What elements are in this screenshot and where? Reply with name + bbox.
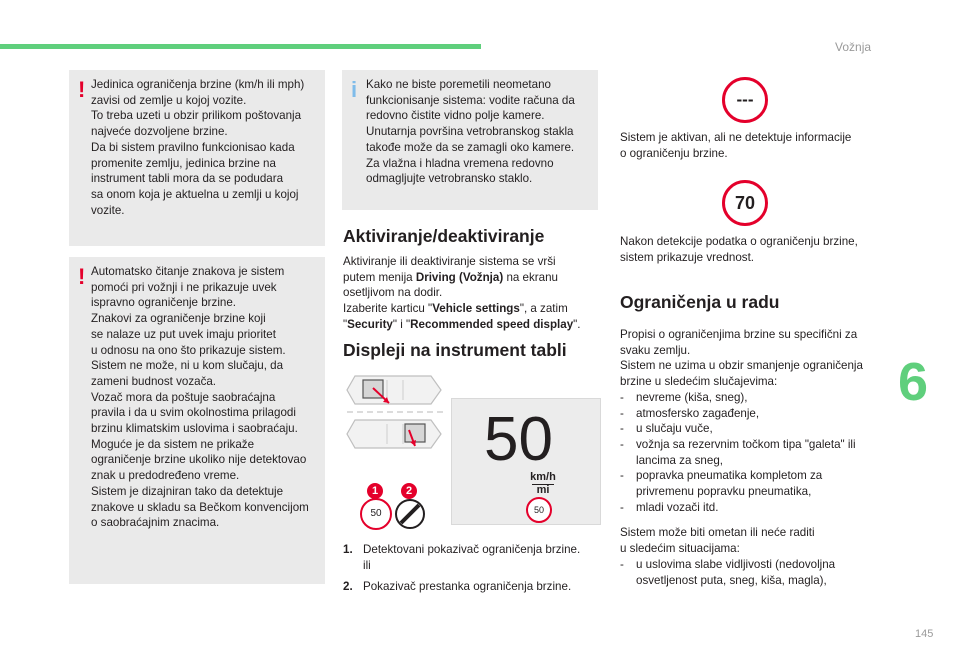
section-title: Vožnja <box>835 40 872 54</box>
text-line: sistem prikazuje vrednost. <box>620 250 755 264</box>
text-line: u sledećim situacijama: <box>620 542 740 556</box>
camera-icon <box>405 424 425 442</box>
text-line: pravila i da u svim okolnostima prilagodi <box>91 406 296 420</box>
text-line: o ograničenju brzine. <box>620 146 728 160</box>
limits-list <box>620 390 882 516</box>
list-item: - atmosfersko zagađenje, <box>620 406 882 422</box>
conditions-list <box>620 557 882 588</box>
text-line: se nalaze uz put uvek imaju prioritet <box>91 327 276 341</box>
text-line: znakove u skladu sa Bečkom konvencijom <box>91 500 309 514</box>
text-line: instrument tabli mora da se podudara <box>91 172 284 186</box>
text-line: Moguće je da sistem ne prikaže <box>91 437 255 451</box>
text-line: zavisi od zemlje u kojoj vozite. <box>91 93 247 107</box>
text-line: Automatsko čitanje znakova je sistem <box>91 265 285 278</box>
text-line: u odnosu na ono što prikazuje sistem. <box>91 343 286 357</box>
text-line: Znakovi za ograničenje brzine koji <box>91 312 266 326</box>
list-item: 1. Detektovani pokazivač ograničenja brzine. ili <box>343 543 581 572</box>
text-line: Unutarnja površina vetrobranskog stakla <box>366 125 574 139</box>
activation-text <box>343 254 605 333</box>
unit-mi: mi <box>536 484 550 496</box>
text-line: Sistem je dizajniran tako da detektuje <box>91 484 284 498</box>
text-line: takođe može da se zamagli oko kamere. <box>366 140 575 154</box>
text-line: Sistem može biti ometan ili neće raditi <box>620 526 815 540</box>
display-items-list <box>343 542 605 601</box>
text-line: o saobraćajnim znacima. <box>91 516 220 530</box>
cluster-display <box>451 398 601 525</box>
callout-2: 2 <box>401 483 417 499</box>
text-line: Za vlažna i hladna vremena redovno <box>366 156 554 170</box>
text-line: najveće dozvoljene brzine. <box>91 125 228 139</box>
text-line: sa onom koja je aktuelna u zemlji u kojoj <box>91 187 299 201</box>
sign-70-text <box>620 234 880 265</box>
text-line: ograničenje brzine ukoliko nije detektovao <box>91 453 307 467</box>
list-item: - mladi vozači itd. <box>620 500 882 516</box>
text-line: ispravno ograničenje brzine. <box>91 296 237 310</box>
text-line: Nakon detekcije podatka o ograničenju brzine, <box>620 235 858 248</box>
activation-heading: Aktiviranje/deaktiviranje <box>343 226 545 246</box>
text-line: znak u predodređeno vreme. <box>91 469 240 483</box>
text-line: Vozač mora da poštuje saobraćajna <box>91 390 276 404</box>
text-line: Kako ne biste poremetili neometano <box>366 78 551 91</box>
speed-limit-sign-cluster: 50 <box>526 497 552 523</box>
page-number: 145 <box>915 628 934 640</box>
text-line: Da bi sistem pravilno funkcionisao kada <box>91 140 295 154</box>
big-speed-value: 50 <box>484 405 553 474</box>
list-item: - vožnja sa rezervnim točkom tipa "galeta" ili lancima za sneg, <box>620 437 882 468</box>
callout-1: 1 <box>367 483 383 499</box>
no-limit-icon <box>394 498 426 530</box>
text-line: Sistem je aktivan, ali ne detektuje informacije <box>620 131 852 144</box>
text-line: Izaberite karticu "Vehicle settings", a zatim <box>343 302 568 316</box>
text-line: zameni budnost vozača. <box>91 374 217 388</box>
displays-heading: Displeji na instrument tabli <box>343 340 567 360</box>
text-line: redovno čistite vidno polje kamere. <box>366 109 545 123</box>
text-line: putem menija Driving (Vožnja) na ekranu <box>343 270 559 284</box>
text-line: pomoći pri vožnji i ne prikazuje uvek <box>91 280 277 294</box>
camera-illustration <box>345 372 445 464</box>
chapter-number: 6 <box>898 352 929 412</box>
warning-box-units <box>69 70 325 246</box>
text-line: Aktiviranje ili deaktiviranje sistema se vrši <box>343 255 556 268</box>
list-item: - u uslovima slabe vidljivosti (nedovoljna osvetljenost puta, sneg, kiša, magla), <box>620 557 882 588</box>
text-line: promenite zemlju, jedinica brzine na <box>91 156 276 170</box>
text-line: svaku zemlju. <box>620 343 691 357</box>
unit-km-h: km/h <box>530 471 556 483</box>
text-line: brzinu klimatskim uslovima i saobraćaju. <box>91 422 298 436</box>
text-line: odmagljujte vetrobransko staklo. <box>366 172 533 186</box>
warning-exclamation-icon: ! <box>78 77 86 102</box>
text-line: Sistem ne može, ni u kom slučaju, da <box>91 359 284 373</box>
text-line: To treba uzeti u obzir prilikom poštovanja <box>91 109 302 123</box>
text-line: osetljivom na dodir. <box>343 286 443 300</box>
text-line: Propisi o ograničenjima brzine su specifični za <box>620 328 858 341</box>
text-line: funkcionisanje sistema: vodite računa da <box>366 93 575 107</box>
text-line: Sistem ne uzima u obzir smanjenje ograničenja <box>620 359 863 373</box>
text-line: brzine u sledećim slučajevima: <box>620 375 778 389</box>
speed-sign-dashes: --- <box>722 77 768 123</box>
limits-content <box>620 327 882 588</box>
speed-sign-70: 70 <box>722 180 768 226</box>
text-line: vozite. <box>91 203 125 217</box>
info-box-camera <box>342 70 598 210</box>
list-item: - popravka pneumatika kompletom za privremenu popravku pneumatika, <box>620 468 882 499</box>
dash-sign-text <box>620 130 880 161</box>
header-accent-bar <box>0 44 481 49</box>
text-line: "Security" i "Recommended speed display". <box>343 317 581 331</box>
info-icon: i <box>351 77 358 102</box>
list-item: - nevreme (kiša, sneg), <box>620 390 882 406</box>
warning-exclamation-icon: ! <box>78 264 86 289</box>
text-line: Jedinica ograničenja brzine (km/h ili mph) <box>91 78 305 91</box>
list-item: - u slučaju vuče, <box>620 421 882 437</box>
list-item: 2. Pokazivač prestanka ograničenja brzine. <box>343 580 572 594</box>
warning-box-system <box>69 257 325 584</box>
limits-heading: Ograničenja u radu <box>620 292 780 312</box>
speed-limit-sign-small: 50 <box>360 498 392 530</box>
